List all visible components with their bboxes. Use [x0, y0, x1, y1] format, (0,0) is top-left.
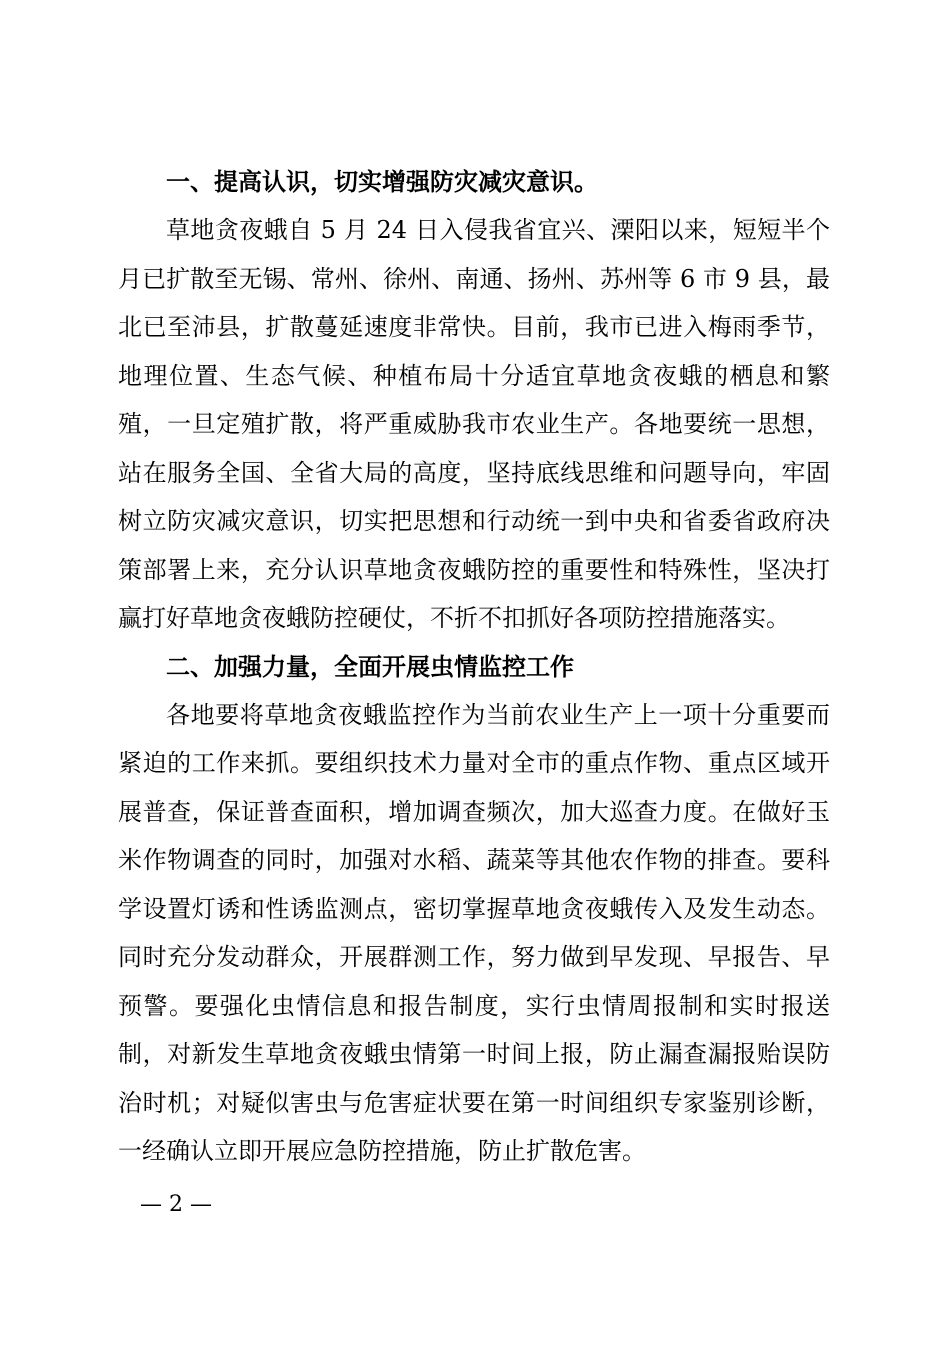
page-number: — 2 —: [140, 1192, 212, 1217]
document-body: [118, 158, 830, 1176]
section-heading-1: 一、提高认识，切实增强防灾减灾意识。: [166, 168, 598, 196]
section-paragraph-1: 草地贪夜蛾自 5 月 24 日入侵我省宜兴、溧阳以来，短短半个月已扩散至无锡、常州、徐州、南通、扬州、苏州等 6 市 9 县，最北已至沛县，扩散蔓延速度非常快。目前，我市已进入梅雨季节，地理位置、生态气候、种植布局十分适宜草地贪夜蛾的栖息和繁殖，一旦定殖扩散，将严重威胁我市农业生产。各地要统一思想，站在服务全国、全省大局的高度，坚持底线思维和问题导向，牢固树立防灾减灾意识，切实把思想和行动统一到中央和省委省政府决策部署上来，充分认识草地贪夜蛾防控的重要性和特殊性，坚决打赢打好草地贪夜蛾防控硬仗，不折不扣抓好各项防控措施落实。: [118, 216, 830, 632]
section-paragraph-2: 各地要将草地贪夜蛾监控作为当前农业生产上一项十分重要而紧迫的工作来抓。要组织技术力量对全市的重点作物、重点区域开展普查，保证普查面积，增加调查频次，加大巡查力度。在做好玉米作物调查的同时，加强对水稻、蔬菜等其他农作物的排查。要科学设置灯诱和性诱监测点，密切掌握草地贪夜蛾传入及发生动态。同时充分发动群众，开展群测工作，努力做到早发现、早报告、早预警。要强化虫情信息和报告制度，实行虫情周报制和实时报送制，对新发生草地贪夜蛾虫情第一时间上报，防止漏查漏报贻误防治时机；对疑似害虫与危害症状要在第一时间组织专家鉴别诊断，一经确认立即开展应急防控措施，防止扩散危害。: [118, 700, 830, 1165]
section-heading-2: 二、加强力量，全面开展虫情监控工作: [166, 652, 574, 681]
